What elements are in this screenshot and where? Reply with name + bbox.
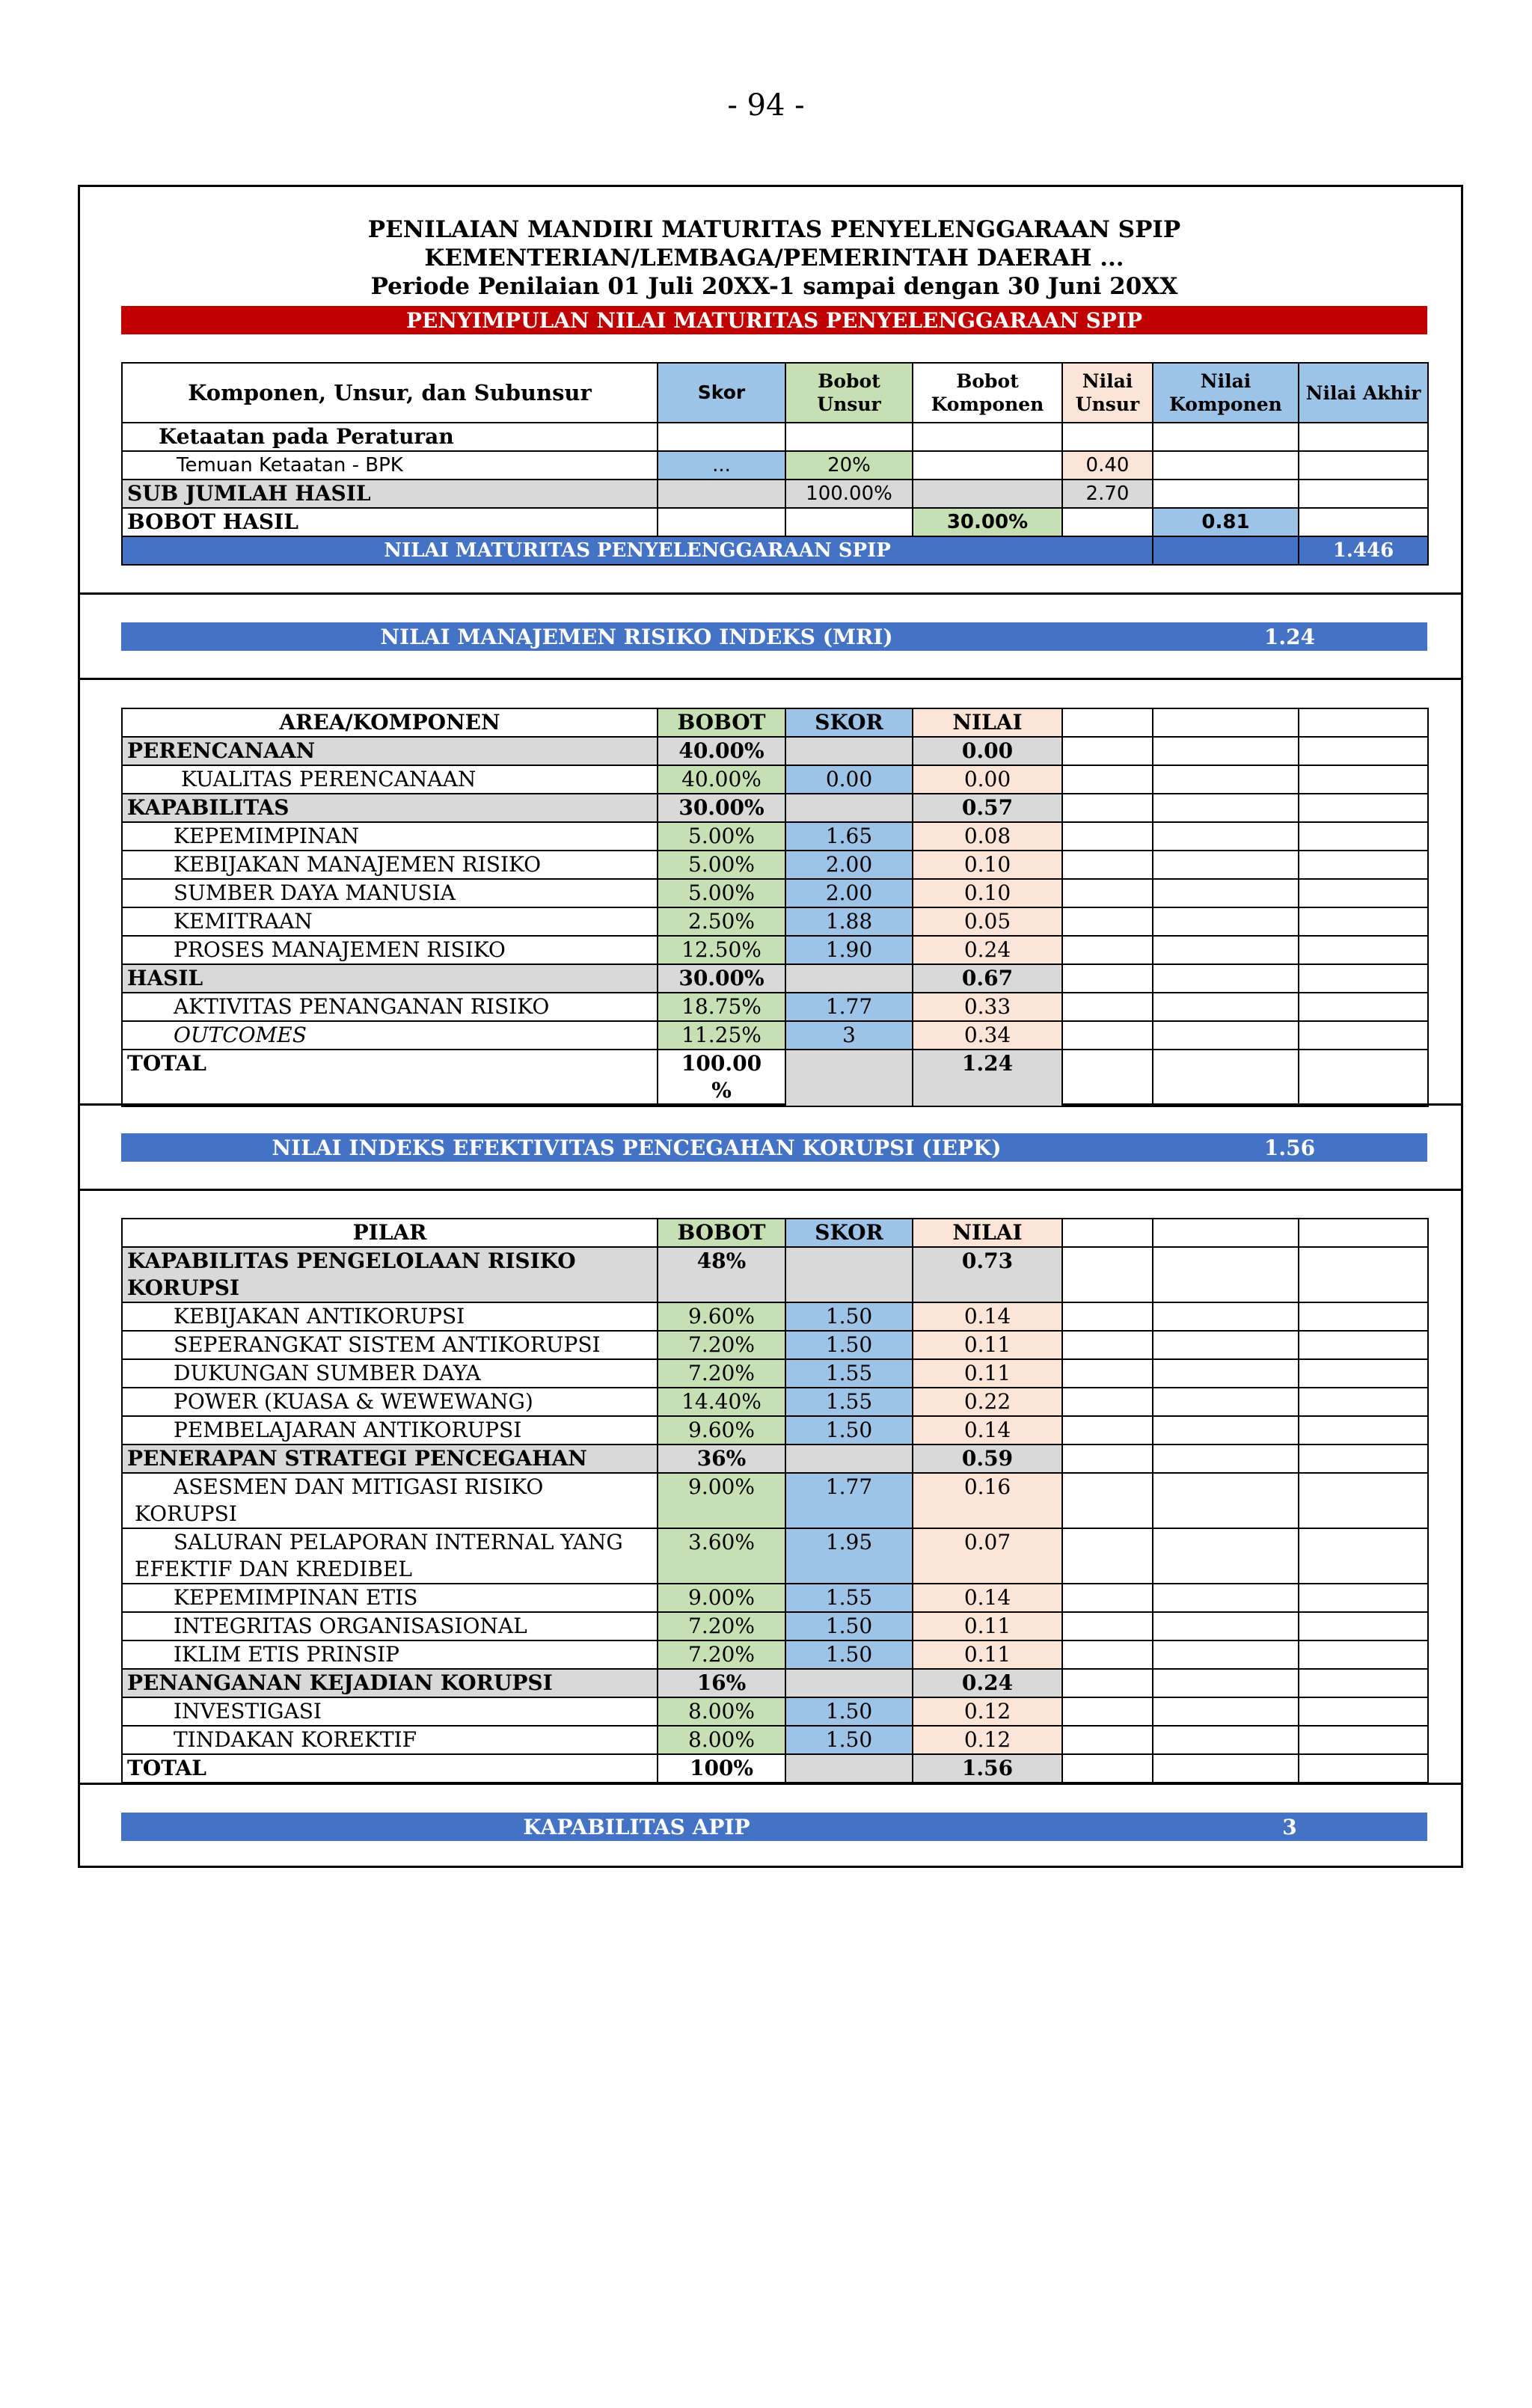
total-nilai: 1.56	[913, 1754, 1062, 1783]
cell-nilai: 0.12	[913, 1726, 1062, 1754]
cell-nilai-unsur: 0.40	[1062, 451, 1153, 480]
empty-cell	[1153, 993, 1299, 1021]
empty-cell	[1153, 1021, 1299, 1050]
apip-bar	[121, 1813, 1427, 1841]
group-label: KAPABILITAS	[122, 794, 658, 822]
page-number: - 94 -	[727, 88, 805, 123]
row-label: TINDAKAN KOREKTIF	[122, 1726, 658, 1754]
empty-cell	[1062, 1640, 1153, 1669]
col-header-area: AREA/KOMPONEN	[122, 708, 658, 737]
row-label: PROSES MANAJEMEN RISIKO	[122, 936, 658, 964]
cell-nilai: 0.57	[913, 794, 1062, 822]
cell-nilai: 0.14	[913, 1302, 1062, 1331]
spip-table	[121, 362, 1429, 566]
cell-nilai: 0.05	[913, 907, 1062, 936]
empty-cell	[1153, 822, 1299, 851]
cell-bobot-komponen: 30.00%	[913, 508, 1062, 536]
row-label: AKTIVITAS PENANGANAN RISIKO	[122, 993, 658, 1021]
cell-bobot: 11.25%	[658, 1021, 785, 1050]
empty-cell	[1062, 737, 1153, 765]
empty-cell	[1153, 851, 1299, 879]
iepk-value: 1.56	[1263, 1135, 1316, 1160]
table-row	[122, 1302, 1428, 1331]
col-header-nilai-akhir: Nilai Akhir	[1299, 363, 1428, 423]
table-row	[122, 1247, 1428, 1302]
row-label: KEMITRAAN	[122, 907, 658, 936]
section-label: Ketaatan pada Peraturan	[122, 423, 658, 451]
cell-nilai: 0.14	[913, 1584, 1062, 1612]
empty-cell	[1153, 737, 1299, 765]
cell-bobot: 7.20%	[658, 1640, 785, 1669]
table-row	[122, 1359, 1428, 1388]
cell-nilai: 0.11	[913, 1640, 1062, 1669]
empty-cell	[1062, 1445, 1153, 1473]
empty-cell	[1299, 1021, 1428, 1050]
empty-cell	[1299, 1359, 1428, 1388]
table-row	[122, 794, 1428, 822]
empty-cell	[1299, 1247, 1428, 1302]
empty-cell	[1153, 1528, 1299, 1584]
cell-skor: 1.50	[785, 1697, 913, 1726]
cell-skor: 1.50	[785, 1612, 913, 1640]
row-label: SUB JUMLAH HASIL	[122, 480, 658, 508]
col-header-bobot: BOBOT	[658, 708, 785, 737]
empty-cell	[1062, 1359, 1153, 1388]
col-header-skor: SKOR	[785, 708, 913, 737]
row-label: INVESTIGASI	[122, 1697, 658, 1726]
total-bobot: 100%	[658, 1754, 785, 1783]
empty-cell	[1153, 1640, 1299, 1669]
cell-nilai: 0.11	[913, 1331, 1062, 1359]
report-title: PENILAIAN MANDIRI MATURITAS PENYELENGGARAAN SPIP	[367, 216, 1181, 243]
empty-cell	[1299, 851, 1428, 879]
cell-skor: 2.00	[785, 851, 913, 879]
cell-bobot: 9.60%	[658, 1302, 785, 1331]
empty-cell	[1062, 1726, 1153, 1754]
cell-skor	[785, 794, 913, 822]
row-label: IKLIM ETIS PRINSIP	[122, 1640, 658, 1669]
cell-bobot: 36%	[658, 1445, 785, 1473]
empty-cell	[1153, 936, 1299, 964]
empty-cell	[1062, 1697, 1153, 1726]
maturity-row	[122, 536, 1428, 565]
cell-nilai: 0.00	[913, 765, 1062, 794]
col-header-pilar: PILAR	[122, 1219, 658, 1247]
cell-bobot: 40.00%	[658, 765, 785, 794]
empty-cell	[1153, 964, 1299, 993]
empty-cell	[1153, 1612, 1299, 1640]
empty-cell	[1062, 1331, 1153, 1359]
empty-cell	[1153, 1247, 1299, 1302]
cell-bobot: 12.50%	[658, 936, 785, 964]
table-row	[122, 907, 1428, 936]
total-row	[122, 1754, 1428, 1783]
cell-skor: 1.90	[785, 936, 913, 964]
cell-bobot: 14.40%	[658, 1388, 785, 1416]
table-header-row	[122, 1219, 1428, 1247]
cell-nilai: 0.33	[913, 993, 1062, 1021]
empty-cell	[1153, 1584, 1299, 1612]
table-row	[122, 993, 1428, 1021]
table-row	[122, 1021, 1428, 1050]
cell-nilai-komponen: 0.81	[1153, 508, 1299, 536]
empty-cell	[1299, 1445, 1428, 1473]
cell-skor: 3	[785, 1021, 913, 1050]
table-row	[122, 1669, 1428, 1697]
empty-cell	[1062, 851, 1153, 879]
iepk-table	[121, 1218, 1429, 1783]
empty-cell	[1153, 1331, 1299, 1359]
row-label: KEBIJAKAN MANAJEMEN RISIKO	[122, 851, 658, 879]
cell-bobot: 8.00%	[658, 1697, 785, 1726]
empty-cell	[1153, 1445, 1299, 1473]
table-row	[122, 423, 1428, 451]
cell-skor: 1.88	[785, 907, 913, 936]
empty-cell	[1299, 765, 1428, 794]
group-label: PENANGANAN KEJADIAN KORUPSI	[122, 1669, 658, 1697]
empty-cell	[1153, 879, 1299, 907]
table-row	[122, 851, 1428, 879]
col-header-nilai: NILAI	[913, 708, 1062, 737]
cell-bobot-unsur: 20%	[785, 451, 913, 480]
empty-cell	[1299, 936, 1428, 964]
empty-cell	[1062, 765, 1153, 794]
col-header-bobot-komponen: Bobot Komponen	[913, 363, 1062, 423]
cell-nilai: 0.08	[913, 822, 1062, 851]
empty-cell	[1153, 1726, 1299, 1754]
empty-cell	[1299, 1669, 1428, 1697]
cell-skor: 2.00	[785, 879, 913, 907]
empty-cell	[1062, 879, 1153, 907]
cell-nilai: 0.14	[913, 1416, 1062, 1445]
table-row	[122, 737, 1428, 765]
cell-nilai: 0.67	[913, 964, 1062, 993]
section-divider	[78, 1189, 1463, 1191]
empty-cell	[1299, 1726, 1428, 1754]
total-bobot: 100.00 %	[658, 1050, 785, 1106]
cell-bobot: 48%	[658, 1247, 785, 1302]
table-row	[122, 1445, 1428, 1473]
empty-cell	[1299, 822, 1428, 851]
mri-value: 1.24	[1263, 624, 1316, 649]
cell-skor: 1.50	[785, 1302, 913, 1331]
cell-skor: 1.95	[785, 1528, 913, 1584]
cell-skor: 1.55	[785, 1584, 913, 1612]
empty-cell	[1299, 1388, 1428, 1416]
cell-nilai: 0.07	[913, 1528, 1062, 1584]
table-row	[122, 1388, 1428, 1416]
apip-value: 3	[1282, 1814, 1297, 1839]
empty-cell	[1062, 964, 1153, 993]
empty-cell	[1299, 1584, 1428, 1612]
row-label: PEMBELAJARAN ANTIKORUPSI	[122, 1416, 658, 1445]
cell-bobot: 5.00%	[658, 879, 785, 907]
empty-cell	[1299, 1302, 1428, 1331]
cell-nilai: 0.10	[913, 851, 1062, 879]
total-label: TOTAL	[122, 1050, 658, 1106]
group-label: KAPABILITAS PENGELOLAAN RISIKO KORUPSI	[122, 1247, 658, 1302]
table-row	[122, 879, 1428, 907]
cell-nilai: 0.24	[913, 1669, 1062, 1697]
row-label: KUALITAS PERENCANAAN	[122, 765, 658, 794]
cell-bobot: 16%	[658, 1669, 785, 1697]
empty-cell	[1062, 1302, 1153, 1331]
mri-label: NILAI MANAJEMEN RISIKO INDEKS (MRI)	[380, 624, 893, 649]
cell-skor	[785, 1247, 913, 1302]
empty-cell	[1062, 1584, 1153, 1612]
cell-bobot: 18.75%	[658, 993, 785, 1021]
empty-cell	[1299, 879, 1428, 907]
cell-nilai: 0.24	[913, 936, 1062, 964]
row-label: INTEGRITAS ORGANISASIONAL	[122, 1612, 658, 1640]
empty-cell	[1299, 964, 1428, 993]
empty-cell	[1062, 1021, 1153, 1050]
row-label: SEPERANGKAT SISTEM ANTIKORUPSI	[122, 1331, 658, 1359]
section-divider	[78, 678, 1463, 680]
empty-cell	[1062, 1528, 1153, 1584]
col-header-bobot-unsur: Bobot Unsur	[785, 363, 913, 423]
cell-bobot: 7.20%	[658, 1612, 785, 1640]
iepk-bar	[121, 1133, 1427, 1162]
cell-nilai: 0.11	[913, 1359, 1062, 1388]
empty-cell	[1062, 1473, 1153, 1528]
cell-nilai: 0.16	[913, 1473, 1062, 1528]
empty-cell	[1062, 1669, 1153, 1697]
empty-cell	[1299, 737, 1428, 765]
cell-skor: 1.77	[785, 1473, 913, 1528]
table-row	[122, 1697, 1428, 1726]
empty-cell	[1299, 1612, 1428, 1640]
cell-bobot: 3.60%	[658, 1528, 785, 1584]
total-nilai: 1.24	[913, 1050, 1062, 1106]
empty-cell	[1299, 1473, 1428, 1528]
row-label: Temuan Ketaatan - BPK	[122, 451, 658, 480]
empty-cell	[1062, 1416, 1153, 1445]
cell-bobot: 7.20%	[658, 1359, 785, 1388]
table-row	[122, 1473, 1428, 1528]
cell-bobot: 30.00%	[658, 964, 785, 993]
cell-bobot: 30.00%	[658, 794, 785, 822]
row-label: KEPEMIMPINAN	[122, 822, 658, 851]
section-divider	[78, 592, 1463, 595]
cell-nilai: 0.00	[913, 737, 1062, 765]
table-row	[122, 822, 1428, 851]
cell-skor	[785, 737, 913, 765]
row-label: KEPEMIMPINAN ETIS	[122, 1584, 658, 1612]
row-label: DUKUNGAN SUMBER DAYA	[122, 1359, 658, 1388]
empty-cell	[1153, 1669, 1299, 1697]
empty-cell	[1153, 1473, 1299, 1528]
empty-cell	[1299, 993, 1428, 1021]
empty-cell	[1299, 1416, 1428, 1445]
apip-label: KAPABILITAS APIP	[523, 1814, 750, 1839]
cell-bobot: 5.00%	[658, 822, 785, 851]
table-row	[122, 480, 1428, 508]
empty-cell	[1299, 794, 1428, 822]
cell-skor: 1.77	[785, 993, 913, 1021]
col-header-nilai-unsur: Nilai Unsur	[1062, 363, 1153, 423]
row-label: ASESMEN DAN MITIGASI RISIKO KORUPSI	[122, 1473, 658, 1528]
maturity-label: NILAI MATURITAS PENYELENGGARAAN SPIP	[122, 536, 1153, 565]
cell-skor: 1.55	[785, 1388, 913, 1416]
col-header-skor: Skor	[658, 363, 785, 423]
empty-cell	[1062, 1612, 1153, 1640]
empty-cell	[1062, 822, 1153, 851]
cell-bobot: 8.00%	[658, 1726, 785, 1754]
col-header-komponen: Komponen, Unsur, dan Subunsur	[122, 363, 658, 423]
row-label: POWER (KUASA & WEWEWANG)	[122, 1388, 658, 1416]
cell-bobot: 2.50%	[658, 907, 785, 936]
empty-cell	[1299, 1331, 1428, 1359]
table-row	[122, 765, 1428, 794]
cell-nilai-unsur: 2.70	[1062, 480, 1153, 508]
cell-bobot: 9.00%	[658, 1473, 785, 1528]
cell-bobot: 9.60%	[658, 1416, 785, 1445]
empty-cell	[1299, 1640, 1428, 1669]
row-label: BOBOT HASIL	[122, 508, 658, 536]
empty-cell	[1153, 1359, 1299, 1388]
total-row	[122, 1050, 1428, 1106]
cell-bobot: 9.00%	[658, 1584, 785, 1612]
table-row	[122, 1612, 1428, 1640]
iepk-label: NILAI INDEKS EFEKTIVITAS PENCEGAHAN KORUPSI (IEPK)	[272, 1135, 1002, 1160]
table-row	[122, 936, 1428, 964]
table-row	[122, 1640, 1428, 1669]
row-label: SALURAN PELAPORAN INTERNAL YANG EFEKTIF DAN KREDIBEL	[122, 1528, 658, 1584]
empty-cell	[1062, 794, 1153, 822]
cell-nilai: 0.34	[913, 1021, 1062, 1050]
empty-cell	[1299, 1528, 1428, 1584]
empty-cell	[1299, 1697, 1428, 1726]
cell-bobot: 5.00%	[658, 851, 785, 879]
table-header-row	[122, 708, 1428, 737]
empty-cell	[1153, 907, 1299, 936]
col-header-nilai-komponen: Nilai Komponen	[1153, 363, 1299, 423]
cell-skor: 1.65	[785, 822, 913, 851]
col-header-nilai: NILAI	[913, 1219, 1062, 1247]
row-label: KEBIJAKAN ANTIKORUPSI	[122, 1302, 658, 1331]
group-label: PENERAPAN STRATEGI PENCEGAHAN	[122, 1445, 658, 1473]
cell-bobot: 40.00%	[658, 737, 785, 765]
empty-cell	[1062, 993, 1153, 1021]
empty-cell	[1062, 907, 1153, 936]
cell-skor: 0.00	[785, 765, 913, 794]
cell-skor	[785, 1669, 913, 1697]
cell-nilai: 0.73	[913, 1247, 1062, 1302]
table-row	[122, 1331, 1428, 1359]
empty-cell	[1062, 936, 1153, 964]
empty-cell	[1153, 1416, 1299, 1445]
total-label: TOTAL	[122, 1754, 658, 1783]
cell-nilai: 0.12	[913, 1697, 1062, 1726]
row-label: OUTCOMES	[122, 1021, 658, 1050]
empty-cell	[1153, 1388, 1299, 1416]
mri-table	[121, 708, 1429, 1107]
report-subtitle: KEMENTERIAN/LEMBAGA/PEMERINTAH DAERAH ...	[424, 245, 1124, 272]
col-header-bobot: BOBOT	[658, 1219, 785, 1247]
table-row	[122, 1726, 1428, 1754]
table-row	[122, 1584, 1428, 1612]
col-header-skor: SKOR	[785, 1219, 913, 1247]
table-row	[122, 1416, 1428, 1445]
cell-skor: ...	[658, 451, 785, 480]
cell-skor	[785, 964, 913, 993]
empty-cell	[1153, 765, 1299, 794]
cell-bobot-unsur: 100.00%	[785, 480, 913, 508]
empty-cell	[1062, 1247, 1153, 1302]
empty-cell	[1153, 1697, 1299, 1726]
empty-cell	[1062, 1388, 1153, 1416]
mri-bar	[121, 622, 1427, 651]
empty-cell	[1153, 794, 1299, 822]
cell-nilai: 0.22	[913, 1388, 1062, 1416]
empty-cell	[1153, 1302, 1299, 1331]
group-label: PERENCANAAN	[122, 737, 658, 765]
cell-skor: 1.50	[785, 1416, 913, 1445]
table-row	[122, 964, 1428, 993]
cell-bobot: 7.20%	[658, 1331, 785, 1359]
cell-skor: 1.55	[785, 1359, 913, 1388]
maturity-value: 1.446	[1299, 536, 1428, 565]
empty-cell	[1299, 907, 1428, 936]
table-row	[122, 451, 1428, 480]
row-label: SUMBER DAYA MANUSIA	[122, 879, 658, 907]
cell-skor: 1.50	[785, 1331, 913, 1359]
cell-nilai: 0.11	[913, 1612, 1062, 1640]
table-row	[122, 508, 1428, 536]
table-row	[122, 1528, 1428, 1584]
conclusion-banner	[121, 306, 1427, 334]
cell-skor	[785, 1445, 913, 1473]
group-label: HASIL	[122, 964, 658, 993]
cell-skor: 1.50	[785, 1640, 913, 1669]
conclusion-banner-label: PENYIMPULAN NILAI MATURITAS PENYELENGGARAAN SPIP	[405, 307, 1143, 333]
report-period: Periode Penilaian 01 Juli 20XX-1 sampai dengan 30 Juni 20XX	[370, 273, 1178, 300]
cell-nilai: 0.10	[913, 879, 1062, 907]
cell-skor: 1.50	[785, 1726, 913, 1754]
cell-nilai: 0.59	[913, 1445, 1062, 1473]
